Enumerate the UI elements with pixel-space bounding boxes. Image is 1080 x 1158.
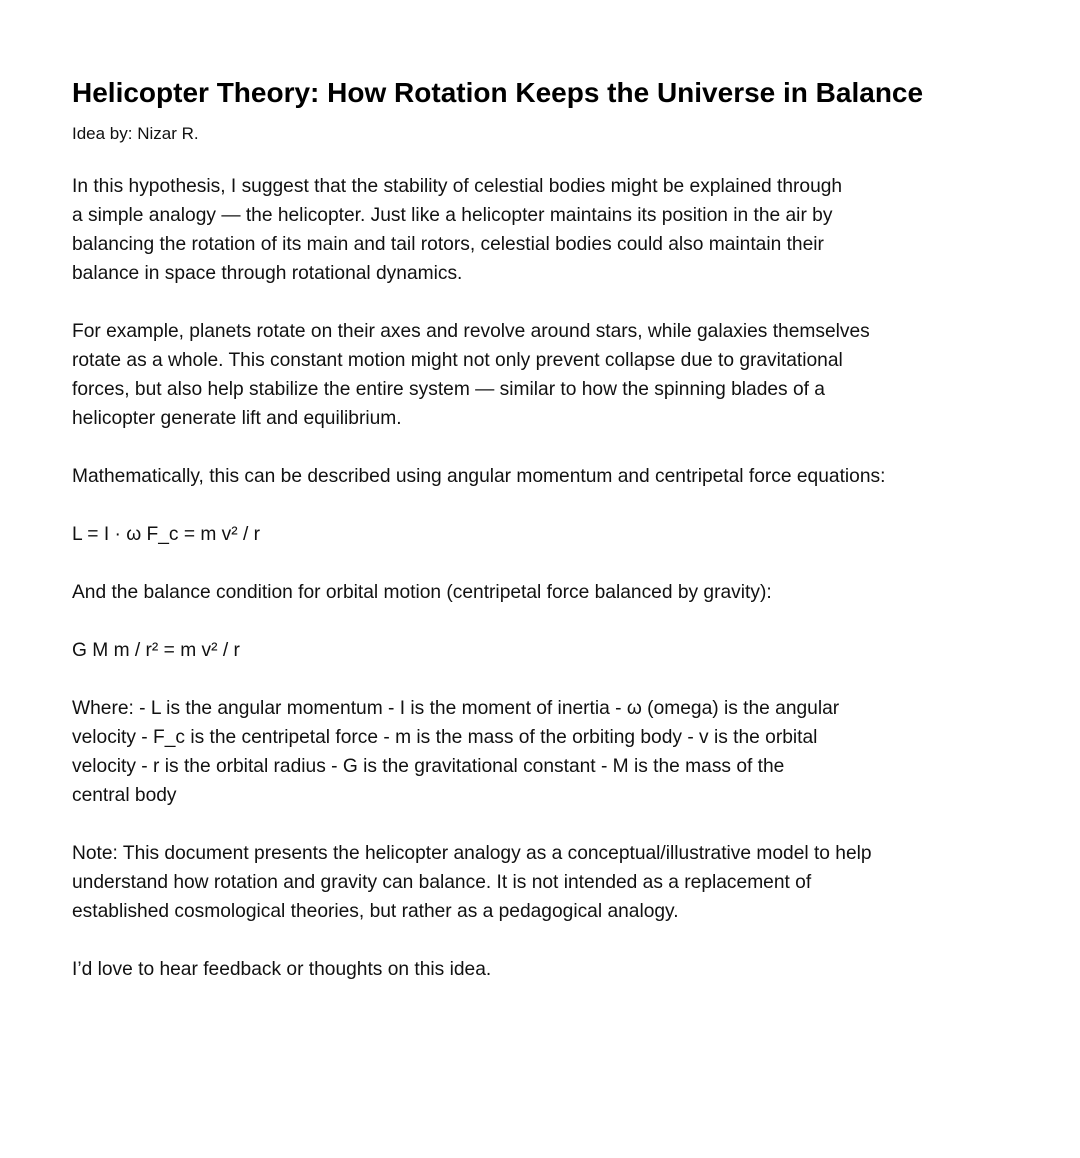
author-byline: Idea by: Nizar R. <box>72 124 199 143</box>
text-line: balance in space through rotational dynamics. <box>72 263 463 284</box>
document-title: Helicopter Theory: How Rotation Keeps the Universe in Balance <box>72 77 924 108</box>
angular-momentum-equation: L = I · ω F_c = m v² / r <box>72 524 261 545</box>
feedback-paragraph <box>72 955 952 984</box>
math-intro-paragraph <box>72 462 952 491</box>
hypothesis-paragraph <box>72 172 952 288</box>
text-line: And the balance condition for orbital motion (centripetal force balanced by gravity): <box>72 582 772 603</box>
example-paragraph <box>72 317 952 433</box>
text-line: In this hypothesis, I suggest that the stability of celestial bodies might be explained through <box>72 176 843 197</box>
text-line: established cosmological theories, but rather as a pedagogical analogy. <box>72 901 679 922</box>
gravity-balance-equation: G M m / r² = m v² / r <box>72 640 240 661</box>
text-line: balancing the rotation of its main and tail rotors, celestial bodies could also maintain their <box>72 234 824 255</box>
note-paragraph <box>72 839 952 926</box>
text-line: Note: This document presents the helicopter analogy as a conceptual/illustrative model to help <box>72 843 872 864</box>
text-line: central body <box>72 785 177 806</box>
text-line: Where: - L is the angular momentum - I is the moment of inertia - ω (omega) is the angular <box>72 698 840 719</box>
text-line: rotate as a whole. This constant motion might not only prevent collapse due to gravitational <box>72 350 843 371</box>
text-line: For example, planets rotate on their axes and revolve around stars, while galaxies themselves <box>72 321 870 342</box>
variable-definitions-paragraph <box>72 694 952 810</box>
text-line: velocity - F_c is the centripetal force - m is the mass of the orbiting body - v is the orbital <box>72 727 818 748</box>
text-line: velocity - r is the orbital radius - G is the gravitational constant - M is the mass of the <box>72 756 785 777</box>
text-line: a simple analogy — the helicopter. Just like a helicopter maintains its position in the air by <box>72 205 833 226</box>
balance-condition-paragraph <box>72 578 952 607</box>
text-line: forces, but also help stabilize the entire system — similar to how the spinning blades of a <box>72 379 825 400</box>
text-line: Mathematically, this can be described using angular momentum and centripetal force equations: <box>72 466 886 487</box>
text-line: understand how rotation and gravity can balance. It is not intended as a replacement of <box>72 872 812 893</box>
text-line: I’d love to hear feedback or thoughts on this idea. <box>72 959 492 980</box>
text-line: helicopter generate lift and equilibrium. <box>72 408 402 429</box>
